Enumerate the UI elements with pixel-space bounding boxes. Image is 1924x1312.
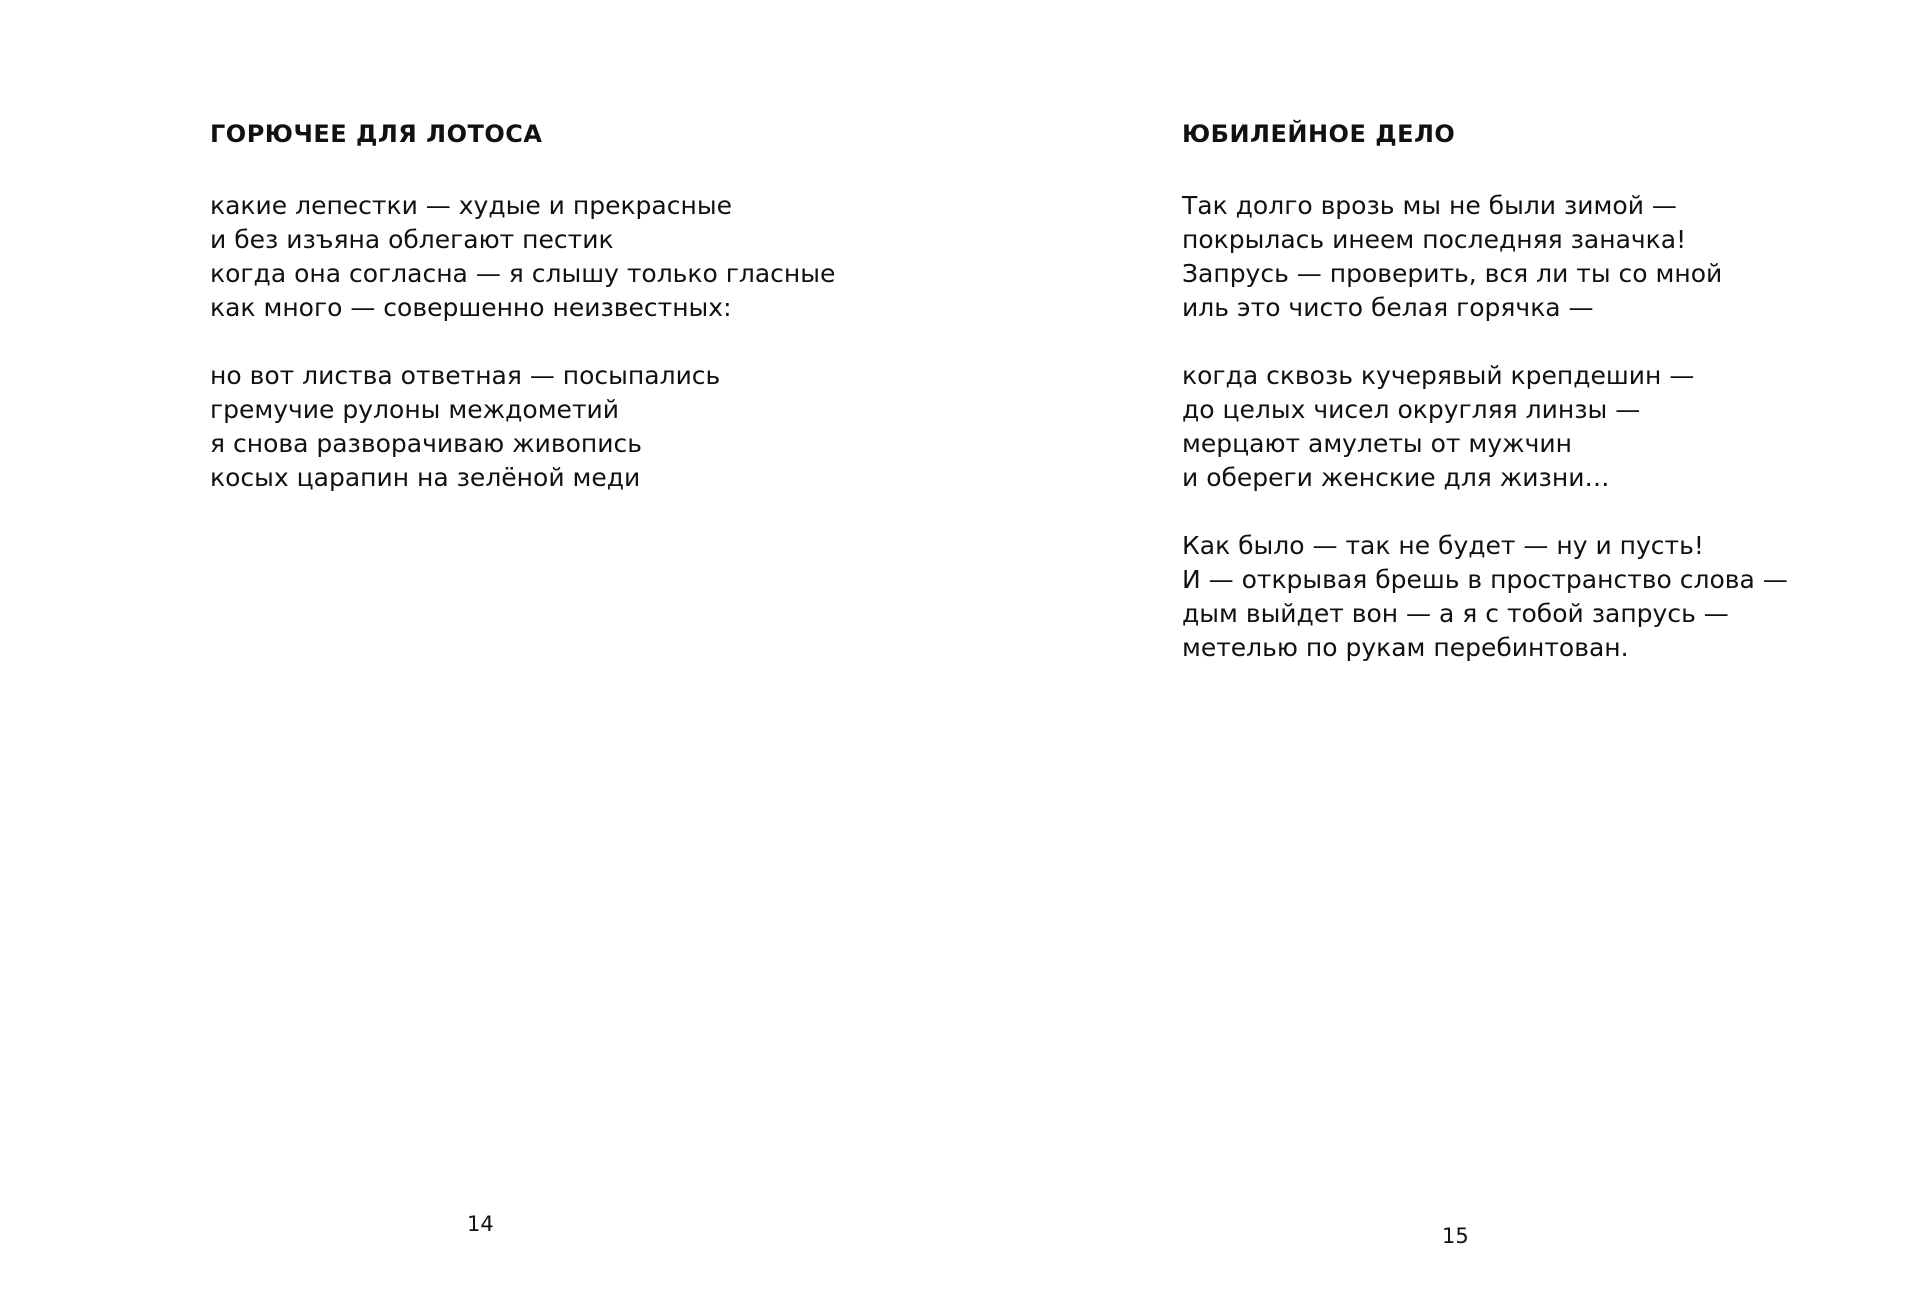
poem-line: какие лепестки — худые и прекрасные bbox=[210, 191, 732, 220]
stanza bbox=[210, 189, 835, 325]
poem-title: ЮБИЛЕЙНОЕ ДЕЛО bbox=[1182, 120, 1456, 148]
poem-title: ГОРЮЧЕЕ ДЛЯ ЛОТОСА bbox=[210, 120, 543, 148]
stanza bbox=[1182, 529, 1788, 665]
poem-line: покрылась инеем последняя заначка! bbox=[1182, 225, 1687, 254]
poem-line: до целых чисел округляя линзы — bbox=[1182, 395, 1641, 424]
poem-line: и обереги женские для жизни… bbox=[1182, 463, 1610, 492]
stanza bbox=[1182, 359, 1788, 495]
poem bbox=[1182, 118, 1788, 699]
poem-line: я снова разворачиваю живопись bbox=[210, 429, 643, 458]
poem-line: мерцают амулеты от мужчин bbox=[1182, 429, 1572, 458]
stanza bbox=[210, 359, 835, 495]
poem-line: дым выйдет вон — а я с тобой запрусь — bbox=[1182, 599, 1729, 628]
poem-line: И — открывая брешь в пространство слова — bbox=[1182, 565, 1788, 594]
poem bbox=[210, 118, 835, 529]
poem-line: как много — совершенно неизвестных: bbox=[210, 293, 732, 322]
poem-line: косых царапин на зелёной меди bbox=[210, 463, 641, 492]
right-page bbox=[962, 0, 1924, 1312]
page-number: 15 bbox=[1442, 1224, 1469, 1248]
poem-line: метелью по рукам перебинтован. bbox=[1182, 633, 1629, 662]
page-number: 14 bbox=[467, 1212, 494, 1236]
stanza bbox=[1182, 189, 1788, 325]
poem-line: Как было — так не будет — ну и пусть! bbox=[1182, 531, 1704, 560]
poem-line: когда она согласна — я слышу только гласные bbox=[210, 259, 836, 288]
poem-line: Запрусь — проверить, вся ли ты со мной bbox=[1182, 259, 1723, 288]
poem-line: Так долго врозь мы не были зимой — bbox=[1182, 191, 1677, 220]
poem-line: когда сквозь кучерявый крепдешин — bbox=[1182, 361, 1695, 390]
poem-line: и без изъяна облегают пестик bbox=[210, 225, 614, 254]
poem-line: но вот листва ответная — посыпались bbox=[210, 361, 721, 390]
poem-line: иль это чисто белая горячка — bbox=[1182, 293, 1594, 322]
poem-line: гремучие рулоны междометий bbox=[210, 395, 619, 424]
